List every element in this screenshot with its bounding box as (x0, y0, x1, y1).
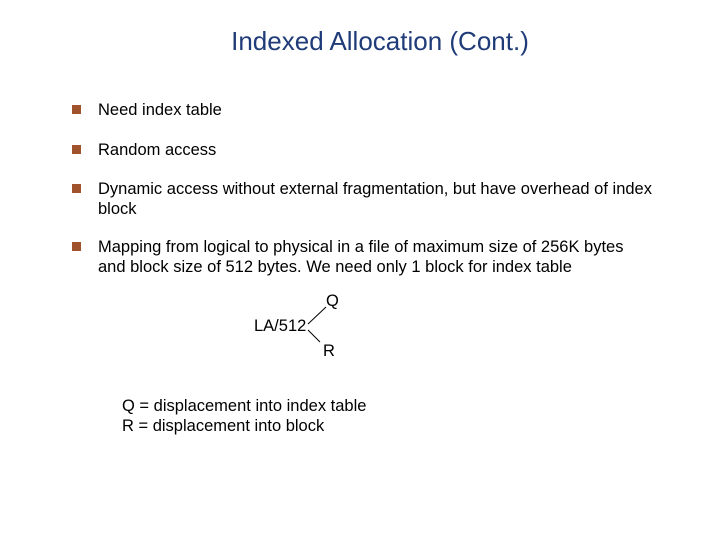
notes (122, 396, 366, 436)
note-r: R = displacement into block (122, 417, 325, 435)
bullet-random-access: Random access (98, 141, 217, 159)
remainder-label: R (323, 342, 335, 360)
bullet-need-index-table: Need index table (98, 101, 222, 119)
note-q: Q = displacement into index table (122, 397, 367, 415)
quotient-label: Q (326, 292, 339, 310)
slide-title: Indexed Allocation (Cont.) (231, 26, 529, 56)
dividend-label: LA/512 (254, 317, 307, 335)
bullet-mapping: Mapping from logical to physical in a file of maximum size of 256K bytes and block size of 512 bytes. We need only 1 block for index table (98, 238, 624, 276)
bullet-dynamic-access: Dynamic access without external fragmentation, but have overhead of index block (98, 180, 652, 218)
